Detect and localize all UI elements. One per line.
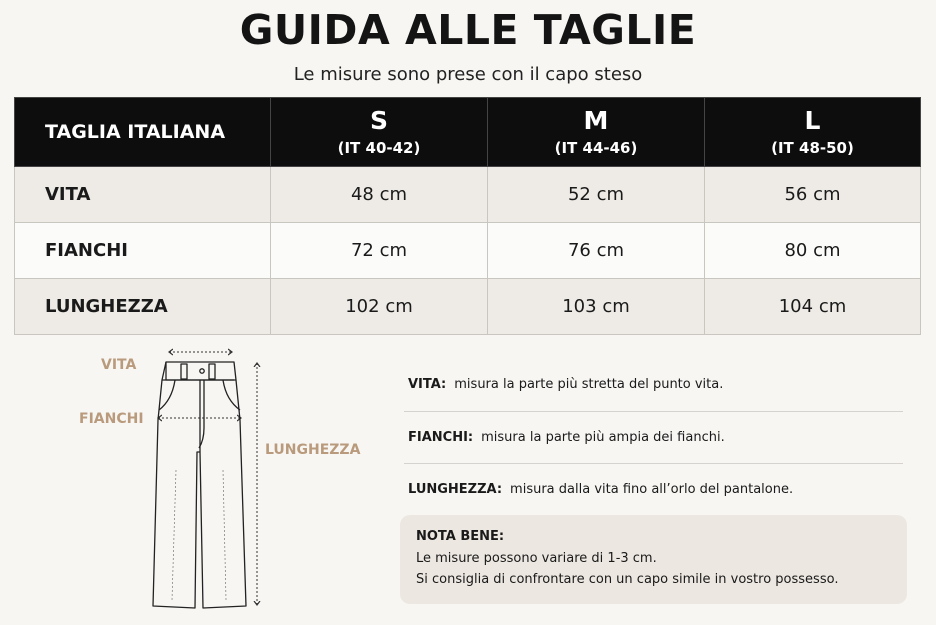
note-box: [400, 515, 907, 604]
diagram-label-fianchi: FIANCHI: [79, 411, 144, 427]
table-cell: 76 cm: [488, 223, 705, 279]
diagram-label-lunghezza: LUNGHEZZA: [265, 442, 361, 458]
size-range: (IT 40-42): [337, 138, 421, 157]
description-text: misura la parte più ampia dei fianchi.: [481, 430, 725, 445]
description-term: LUNGHEZZA:: [408, 482, 503, 497]
divider: [404, 411, 903, 412]
size-range: (IT 48-50): [771, 138, 854, 157]
row-label: FIANCHI: [15, 223, 271, 279]
table-cell: 80 cm: [705, 223, 921, 279]
note-title: NOTA BENE:: [416, 529, 505, 544]
description-text: misura dalla vita fino all’orlo del pantalone.: [510, 482, 794, 497]
note-line: Si consiglia di confrontare con un capo simile in vostro possesso.: [416, 572, 839, 587]
diagram-label-vita: VITA: [101, 357, 137, 373]
divider: [404, 463, 903, 464]
description-lunghezza: [408, 482, 793, 497]
table-cell: 103 cm: [488, 279, 705, 335]
description-term: FIANCHI:: [408, 430, 474, 445]
header-label: TAGLIA ITALIANA: [15, 98, 271, 167]
size-letter: L: [804, 105, 821, 135]
table-cell: 48 cm: [271, 167, 488, 223]
size-letter: S: [369, 105, 388, 135]
description-text: misura la parte più stretta del punto vita.: [454, 377, 724, 392]
row-label: LUNGHEZZA: [15, 279, 271, 335]
page-subtitle: Le misure sono prese con il capo steso: [293, 64, 643, 85]
size-range: (IT 44-46): [554, 138, 638, 157]
table-cell: 104 cm: [705, 279, 921, 335]
size-letter: M: [583, 105, 609, 135]
table-cell: 56 cm: [705, 167, 921, 223]
table-cell: 52 cm: [488, 167, 705, 223]
table-cell: 72 cm: [271, 223, 488, 279]
table-cell: 102 cm: [271, 279, 488, 335]
description-vita: [408, 377, 723, 392]
description-term: VITA:: [408, 377, 447, 392]
description-fianchi: [408, 430, 725, 445]
page-title: GUIDA ALLE TAGLIE: [239, 6, 697, 54]
note-line: Le misure possono variare di 1-3 cm.: [416, 551, 657, 566]
row-label: VITA: [15, 167, 271, 223]
